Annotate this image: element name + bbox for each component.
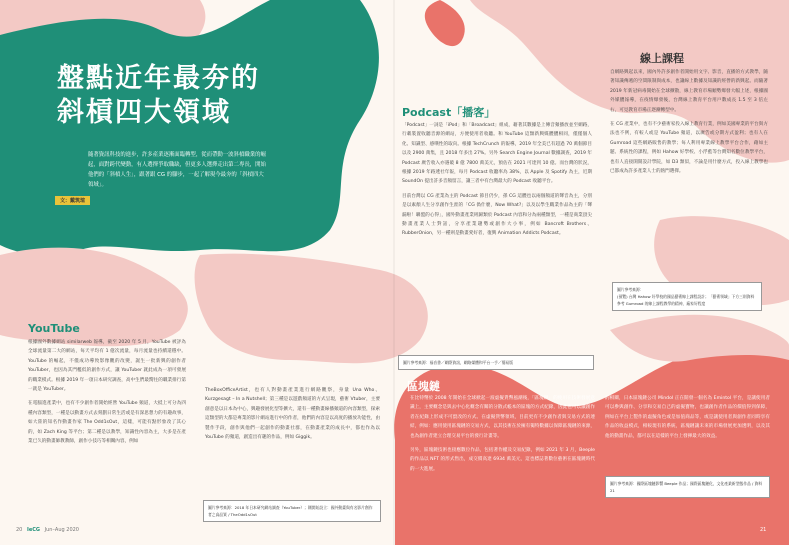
- main-title-line1: 盤點近年最夯的: [57, 63, 260, 94]
- main-title: [57, 62, 260, 130]
- page-number-left: 20: [16, 527, 23, 533]
- online-course-paragraph-1: 自網路興起以來，國內外許多創作者開始用文字、影音，直播的方式教學，隨著知識傳遞的空間限制與成本，也讓線上數據及知識的經營的新興起。而隨著 2019 年新冠病毒開始在全球擴散，線上教育市場順勢爆發大幅上述，根據國外媒體報導，在疫情爆發後，台灣線上教育平台用戶數成長 1.5 至 3 倍左右，可見教育市場正逐漸轉型中。: [610, 70, 768, 113]
- page-number-right: 21: [760, 527, 767, 533]
- online-course-paragraph-2: 在 CG 產業中，也有不少藝術家投入線上教育行業，例如美國專業的平台與方法也不例，有較人或是 YouTube 頻道，以廣告或分期方式盈利；也有人在 Gumroad 這些網路販售的教學；每人利用專業線上教學平台合作，藉如主題、系統性的課程，例如 Hahow 好學校、小浮藍等台灣知名數位教學平台，也有人直接開開設計學院，如 D3 類似，不論是用什麼方式，投入線上教學也已都成為許多產業人士的熱門選擇。: [610, 122, 768, 175]
- podcast-paragraph-1: 「Podcast」一詞是「iPod」和「Broadcast」組成，藉著其數據是上傳音頻播放並至網路，行載裝置收聽音源的網站，方便使用者收聽。和 YouTube 這類新興媒體體相同，僅僅個人化、知識型、感嘆性的取向。根據 TechCrunch 的報導，2019 年全美已有超過 70 萬個節目以及 2900 萬集，且 2018 年多出 27%。另外 Search Engine Journal 數據調查，2019 年 Podcast 廣告收入亦遇破 8 億 7800 萬美元，預估在 2021 可達到 10 億。而台灣的狀況，根據 2019 年路透社年報，每月 Podcast 收聽率為 38%，以 Apple 及 Spotify 為主，近期 SoundOn 提出許多音頻留言，讓三者中有台灣最大的 Podcast 收聽平台。: [402, 123, 592, 185]
- online-course-caption: 圖片參考來源： (預覽) 台灣 Hahow 好學校的國品藝術線上課程設計；「藝術領域」下方三則資料參考 Gumroad 的線上課程教學的精神，廠家好程度: [612, 282, 762, 311]
- youtube-paragraph-2: 在電腦進產業中，也有不少創作者開始經營 YouTube 頻道，大抵上可分為四種內容類型，一種是以動畫方式去刻劃日常生活或是有深思想力的有趣故事，如大陸的知名作動畫作家 The Odd1sOut，這樣，可能有點形象改了其心的，如 Zach King 等平台；第二種是以教學，知識性內容為主，大多是在產業已久的動畫師教教師，創作小技巧等相關內容，例如: [28, 401, 186, 445]
- youtube-paragraph-3: TheBoxOfficeArtist，也有人對動畫產業進行網路觀察，身量 Una Who、Kurzgesagt – In a Nutshell；第三種是以遊戲頻道的方式呈現，藝術 Vtuber，主要創意是以日本為中心，興趣發展化型等擴大，還有一種動畫線播頻道的內容類型，探索這類型的大都是專業的影片網站進行中的作者，他們的內容是以高度的播放功能性，由製作手段，創作與他們一起創作的動畫社群，在動畫產業的成長中，都也作為以 YouTube 的頻道，創造出有趣的作品，例如 Giggik。: [205, 388, 380, 441]
- blockchain-body-col2: [605, 394, 770, 446]
- main-title-line2: 斜槓四大領域: [57, 97, 231, 128]
- podcast-body: [402, 121, 592, 244]
- youtube-caption: 圖片參考來源：2018 年日本研究網站調查（YouTuber）；剛開始設立：國外動畫與有名影片創作者之高品質 / TheOdd1sOut: [203, 500, 381, 522]
- online-course-heading: 線上課程: [640, 52, 684, 65]
- blockchain-paragraph-2: 另外，區塊鏈技術也接應數位作品，包括著作權及交易紀錄，例如 2021 年 3 月，Beeple 的作品以 NFT 的形式售出，成交價高達 6934 萬美元，這也標誌著數位藝術在區塊鏈時代的一大進展。: [410, 448, 595, 472]
- podcast-caption: 圖片參考來源：福音書／網際資訊，網路媒體和平台一手／簡易版: [398, 355, 594, 370]
- youtube-heading: YouTube: [28, 322, 80, 335]
- intro-paragraph: 隨著資訊科技的進步，許多產業逐漸面臨轉型，從而帶動一波斜槓職業的崛起，面對跨代變動，有人選擇爭取職缺，但更多人選擇走出第二專長，開始他們的「斜槓人生」，跟著跟 CG 的腳步，一起了解現今最夯的「斜槓四大領域」。: [88, 152, 266, 188]
- youtube-body-col2: [205, 386, 380, 447]
- blockchain-heading: 區塊鏈: [407, 380, 440, 393]
- pink-blob-center: [195, 254, 428, 364]
- blockchain-paragraph-3: 的相關，日本區塊鏈公司 Mindol 正在開發一個名為 Emintol 平台，是讓使用者可以參與創作、分享和交易自己的虛擬寶物，也讓創作者作品的價值得到保障，例如在平台上製作的虛擬角色或是加值商品等，或是讓使用者與創作者同時享有作品的收益模式，相較現有的系統，區塊鏈讓未來的市場發展更加透明，以及其他的動畫作品，都可以在這樣的平台上發揮最大的效益。: [605, 396, 770, 439]
- magazine-name: IeCG: [26, 527, 40, 533]
- online-course-body: [610, 68, 768, 181]
- page-gutter: [393, 0, 395, 545]
- blockchain-body-col1: [410, 394, 595, 479]
- blockchain-paragraph-1: 在比特幣於 2008 年開始在全球掀起一波虛擬貨幣風潮後，「區塊鏈」的使用在技術發展意識上，主要概念是與去中心化概念有關的分散式帳本的區塊的方式紀錄，因此也可以讓創作者在紀錄上形成不可竄改的方式。在虛擬貨幣領域，目前更有不少創作者與交易方式的連結，例如：應用使用區塊鏈的交易方式，以其技術在於擁有獨特數據以保障區塊鏈的來源，也為創作者建立合理交易平台的發行計畫等。: [410, 396, 595, 439]
- footer-left: [16, 527, 79, 533]
- youtube-paragraph-1: 根據國外數據網站 similarweb 報導，截至 2020 年 5 月，YouTube 被評為全球流量第二大的網站，每天平均有 1 億次流量，每月流量也持續還穩中。YouTube 的崛起，不僅成功導致影像觀的改變，誕生一批新興的創作者 YouTuber，也因為其門檻低的創作方式，讓 YouTuber 就此成為一項可發展的職業模式。根據 2019 年一項日本研究調查，高中生們最嚮往的職業排行第一就是 YouTuber。: [28, 340, 186, 393]
- coral-wedge: [425, 0, 465, 46]
- byline: 文：戴筑瑄: [55, 196, 90, 205]
- pink-blob-bottom-right: [610, 315, 789, 362]
- podcast-heading: Podcast「播客」: [402, 106, 496, 119]
- issue-date: Jun–Aug 2020: [44, 527, 79, 533]
- youtube-body-col1: [28, 338, 186, 451]
- podcast-paragraph-2: 目前台灣以 CG 產業為主的 Podcast 節目仍少，孫 CG 這體也以兩個頻道的聲音為主，分別是以素顏人生分享創作生涯的「CG 偽什麼，Now What?」以及以學生職業作品為主的「聲漏啦！聯盟的心得」，國外動畫產業則歸類於 Podcast 內容和分為兩種類型，一種是商業頂尖動畫產業人士對話，分享產業趨勢或創作大小事，例如 Bancroft Brothers、RubberOnion，另一種則是動畫愛好者，復興 Animation Addicts Podcast。: [402, 193, 592, 237]
- blockchain-caption: 圖片參考來源：國際區塊鏈影響 Beeple 作品；國際區塊鏈化，文化產業新型態作品 / 資料 21: [605, 476, 770, 498]
